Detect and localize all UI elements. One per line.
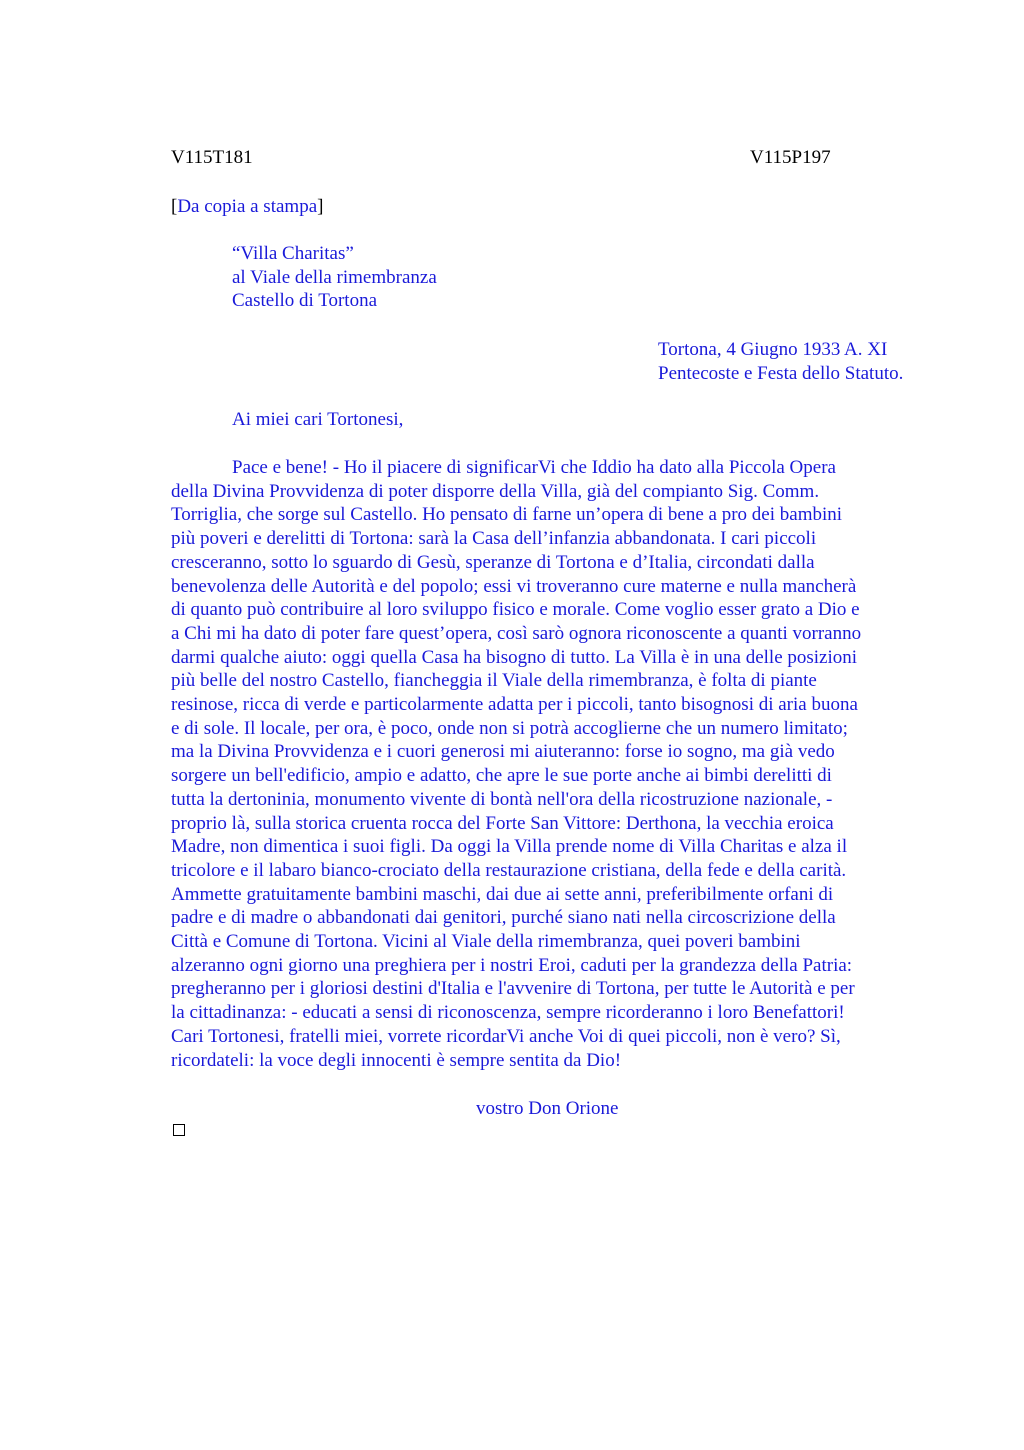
body-line: padre e di madre o abbandonati dai genitori, purché siano nati nella circoscrizione della: [171, 907, 836, 929]
body-line: Città e Comune di Tortona. Vicini al Viale della rimembranza, quei poveri bambini: [171, 931, 801, 953]
body-line: Torriglia, che sorge sul Castello. Ho pensato di farne un’opera di bene a pro dei bambini: [171, 504, 843, 526]
date-line: Pentecoste e Festa dello Statuto.: [658, 362, 904, 384]
body-line: tutta la dertoninia, monumento vivente di bontà nell'ora della ricostruzione nazionale, -: [171, 788, 833, 810]
body-line: tricolore e il labaro bianco-crociato della restaurazione cristiana, della fede e della carità.: [171, 859, 847, 881]
date-block: [658, 338, 903, 385]
body-line: ricordateli: la voce degli innocenti è sempre sentita da Dio!: [171, 1049, 622, 1071]
source-text: Da copia a stampa: [177, 196, 318, 217]
source-note: [171, 195, 323, 219]
letter-body: [171, 456, 931, 1072]
salutation: Ai miei cari Tortonesi,: [232, 409, 404, 430]
body-line: più belle del nostro Castello, fiancheggia il Viale della rimembranza, è folta di piante: [171, 670, 817, 692]
body-line: Madre, non dimentica i suoi figli. Da oggi la Villa prende nome di Villa Charitas e alza il: [171, 836, 848, 858]
body-line: a Chi mi ha dato di poter fare quest’opera, così sarò ognora riconoscente a quanti vorranno: [171, 622, 862, 644]
body-line: ma la Divina Provvidenza e i cuori generosi mi aiuteranno: forse io sogno, ma già vedo: [171, 741, 835, 763]
address-line: “Villa Charitas”: [232, 243, 354, 264]
reference-code-right: V115P197: [750, 147, 831, 168]
address-line: Castello di Tortona: [232, 290, 378, 312]
body-line: proprio là, sulla storica cruenta rocca del Forte San Vittore: Derthona, la vecchia eroica: [171, 812, 834, 834]
body-line: Ammette gratuitamente bambini maschi, dai due ai sette anni, preferibilmente orfani di: [171, 883, 834, 905]
body-line: e di sole. Il locale, per ora, è poco, onde non si potrà accoglierne che un numero limitato;: [171, 717, 848, 739]
body-line: sorgere un bell'edificio, ampio e adatto, che apre le sue porte anche ai bimbi derelitti di: [171, 765, 832, 787]
body-line: Pace e bene! - Ho il piacere di significarVi che Iddio ha dato alla Piccola Opera: [232, 457, 836, 478]
reference-code-left: V115T181: [171, 147, 253, 168]
body-line: resinose, ricca di verde e particolarmente adatta per i piccoli, tanto bisognosi di aria buona: [171, 694, 858, 716]
body-line: darmi qualche aiuto: oggi quella Casa ha bisogno di tutto. La Villa è in una delle posizioni: [171, 646, 858, 668]
body-line: la cittadinanza: - educati a sensi di riconoscenza, sempre ricorderanno i loro Benefattori!: [171, 1002, 845, 1024]
body-line: Cari Tortonesi, fratelli miei, vorrete ricordarVi anche Voi di quei piccoli, non è vero? Sì,: [171, 1025, 841, 1047]
source-close-bracket: ]: [317, 196, 324, 217]
body-line: benevolenza delle Autorità e del popolo; essi vi troveranno cure materne e nulla mancherà: [171, 575, 857, 597]
body-line: della Divina Provvidenza di poter disporre della Villa, già del compianto Sig. Comm.: [171, 480, 820, 502]
source-open-bracket: [: [171, 196, 178, 217]
date-line: Tortona, 4 Giugno 1933 A. XI: [658, 339, 888, 360]
address-block: [232, 242, 437, 313]
address-line: al Viale della rimembranza: [232, 266, 437, 288]
body-line: più poveri e derelitti di Tortona: sarà la Casa dell’infanzia abbandonata. I cari piccoli: [171, 528, 817, 550]
end-marker-square-icon: [173, 1124, 185, 1136]
signature: vostro Don Orione: [476, 1098, 619, 1119]
body-line: cresceranno, sotto lo sguardo di Gesù, speranze di Tortona e d’Italia, circondati dalla: [171, 551, 815, 573]
body-line: di quanto può contribuire al loro sviluppo fisico e morale. Come voglio esser grato a Dio e: [171, 599, 860, 621]
body-line: pregheranno per i gloriosi destini d'Italia e l'avvenire di Tortona, per tutte le Autorità e per: [171, 978, 855, 1000]
body-line: alzeranno ogni giorno una preghiera per i nostri Eroi, caduti per la grandezza della Patria:: [171, 954, 853, 976]
